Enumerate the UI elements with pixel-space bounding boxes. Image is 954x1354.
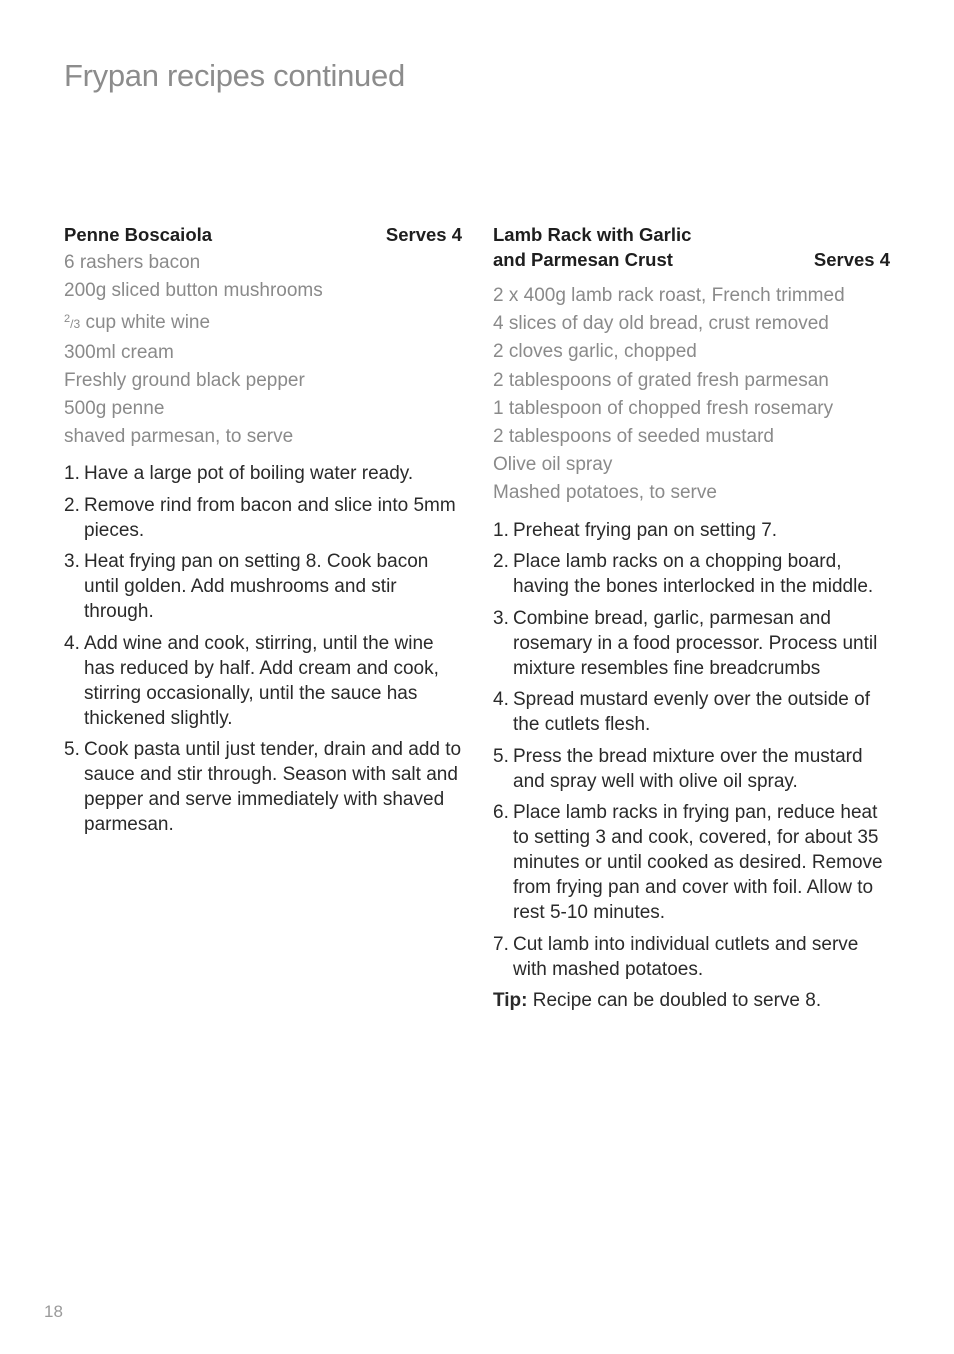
step-number: 1. (493, 519, 509, 541)
step-number: 5. (493, 745, 509, 767)
step-text: Place lamb racks in frying pan, reduce heat to setting 3 and cook, covered, for about 35 minutes or until cooked as desired. Remove from frying pan and cover with foil. Allow to rest 5-10 minutes. (513, 802, 883, 924)
method-step (64, 461, 462, 486)
method-steps (64, 461, 462, 837)
fraction-numerator: 2 (64, 313, 71, 326)
step-text: Combine bread, garlic, parmesan and rosemary in a food processor. Process until mixture resembles fine breadcrumbs (513, 607, 878, 679)
method-step (64, 493, 462, 543)
step-number: 2. (64, 494, 80, 516)
method-step (64, 737, 462, 837)
ingredient-item: 6 rashers bacon (64, 252, 201, 273)
method-step (493, 549, 890, 599)
step-text: Cut lamb into individual cutlets and serve with mashed potatoes. (513, 933, 859, 980)
step-number: 3. (493, 607, 509, 629)
serves-label: Serves 4 (813, 249, 890, 270)
step-number: 6. (493, 802, 509, 824)
ingredient-list (493, 282, 890, 508)
step-text: Press the bread mixture over the mustard and spray well with olive oil spray. (513, 745, 863, 792)
step-text: Remove rind from bacon and slice into 5mm pieces. (84, 494, 456, 541)
recipe-lamb-rack (493, 222, 890, 1032)
recipe-title: Penne Boscaiola (64, 224, 213, 245)
method-step (493, 744, 890, 794)
ingredient-item: Mashed potatoes, to serve (493, 482, 717, 504)
ingredient-list (64, 249, 462, 451)
step-text: Spread mustard evenly over the outside of the cutlets flesh. (513, 689, 870, 736)
step-text: Add wine and cook, stirring, until the wine has reduced by half. Add cream and cook, stirring occasionally, until the sauce has thickened slightly. (84, 632, 439, 729)
ingredient-item: 2 tablespoons of grated fresh parmesan (493, 369, 829, 391)
step-text: Preheat frying pan on setting 7. (513, 519, 778, 541)
method-step (493, 932, 890, 982)
step-number: 4. (493, 689, 509, 711)
recipe-title: Lamb Rack with Garlic and Parmesan Crust (493, 224, 692, 270)
step-text: Cook pasta until just tender, drain and add to sauce and stir through. Season with salt and pepper and serve immediately with shaved parmesan. (84, 739, 462, 836)
recipe-header (493, 222, 890, 272)
ingredient-item: 1 tablespoon of chopped fresh rosemary (493, 397, 834, 419)
step-number: 4. (64, 632, 80, 654)
recipe-header (64, 222, 462, 247)
ingredient-item: 500g penne (64, 398, 165, 420)
step-number: 5. (64, 739, 80, 761)
step-number: 7. (493, 933, 509, 955)
ingredient-item: 2 tablespoons of seeded mustard (493, 426, 774, 448)
method-step (493, 687, 890, 737)
ingredient-item: 4 slices of day old bread, crust removed (493, 313, 829, 335)
method-step (64, 631, 462, 731)
method-step (493, 518, 890, 543)
step-number: 1. (64, 463, 80, 485)
step-text: Heat frying pan on setting 8. Cook bacon until golden. Add mushrooms and stir through. (84, 551, 429, 623)
ingredient-text: cup white wine (85, 312, 211, 334)
ingredient-item: Freshly ground black pepper (64, 369, 305, 391)
step-number: 2. (493, 551, 509, 573)
method-steps (493, 518, 890, 982)
step-text: Have a large pot of boiling water ready. (84, 463, 414, 485)
tip-label: Tip: (493, 990, 528, 1012)
ingredient-item: 300ml cream (64, 341, 174, 363)
ingredient-item: 2 x 400g lamb rack roast, French trimmed (493, 285, 845, 306)
method-step (493, 800, 890, 925)
ingredient-item: Olive oil spray (493, 454, 613, 476)
step-text: Place lamb racks on a chopping board, having the bones interlocked in the middle. (513, 551, 874, 598)
step-number: 3. (64, 551, 80, 573)
ingredient-item-fraction: $^2$/3 cup white wine (64, 312, 211, 334)
recipe-tip (493, 988, 890, 1013)
page-title: Frypan recipes continued (64, 58, 405, 93)
method-step (493, 606, 890, 681)
page-number: 18 (44, 1302, 63, 1321)
ingredient-item: shaved parmesan, to serve (64, 426, 294, 448)
recipe-penne-boscaiola (64, 222, 462, 844)
fraction-denominator: 3 (73, 317, 81, 332)
tip-text: Recipe can be doubled to serve 8. (532, 990, 822, 1012)
ingredient-item: 200g sliced button mushrooms (64, 280, 323, 302)
serves-label: Serves 4 (385, 224, 462, 245)
method-step (64, 549, 462, 624)
ingredient-item: 2 cloves garlic, chopped (493, 341, 697, 363)
